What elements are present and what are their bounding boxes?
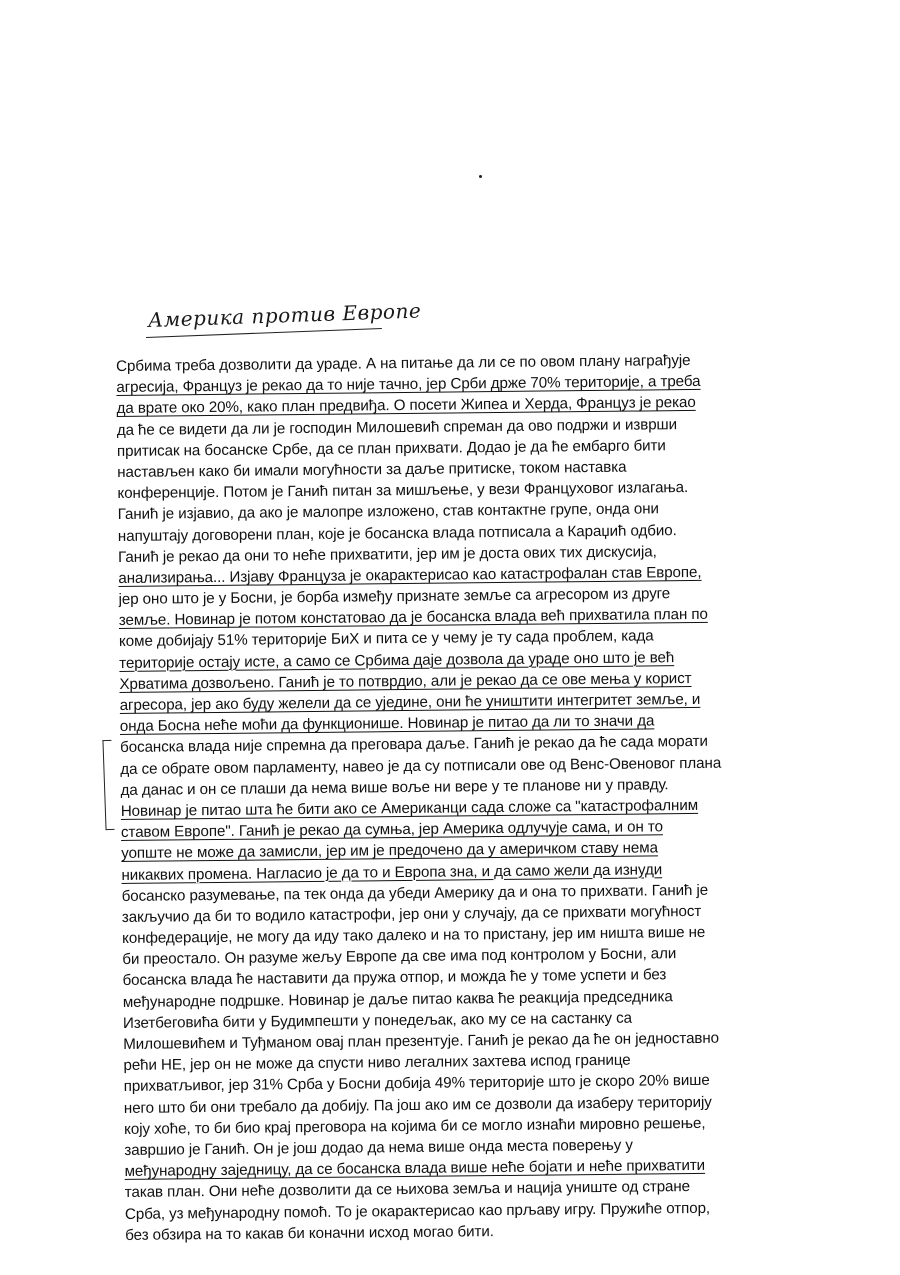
text-line-content: такав план. Они неће дозволити да се њихова земља и нација униште од стране xyxy=(124,1178,691,1202)
text-line-content: би преостало. Он разуме жељу Европе да све има под контролом у Босни, али xyxy=(122,945,677,969)
text-line-content: конференције. Потом је Ганић питан за мишљење, у вези Француховог излагања. xyxy=(117,479,689,503)
text-line-content: агресора, јер ако буду желели да се уједине, они ће уништити интегритет земље, и xyxy=(119,690,701,714)
text-line-content: агресија, Француз је рекао да то није тачно, јер Срби држе 70% територије, а треба xyxy=(116,373,701,397)
text-line-content: Срба, уз међународну помоћ. То је окарактерисао као прљаву игру. Пружиће отпор, xyxy=(124,1199,711,1223)
text-line-content: уопште не може да замисли, јер им је предочено да у америчком ставу нема xyxy=(121,839,659,863)
text-line-content: рећи НЕ, јер он не може да спусти ниво легалних захтева испод границе xyxy=(123,1051,631,1075)
text-line-content: без обзира на то какав би коначни исход могао бити. xyxy=(125,1222,494,1244)
text-line-content: да данас и он се плаши да нема више воље ни вере у те планове ни у правду. xyxy=(120,775,669,799)
text-line-content: да врате око 20%, како план предвиђа. О посети Жипеа и Херда, Француз је рекао xyxy=(116,394,696,418)
text-line-content: никаквих промена. Нагласио је да то и Европа зна, и да само жели да изнуди xyxy=(121,860,663,884)
text-line-content: да се обрате овом парламенту, навео је да су потписали ове од Венс-Овеновог плана xyxy=(120,754,722,778)
text-line-content: Ганић је изјавио, да ако је малопре изложено, став контактне групе, онда они xyxy=(117,500,659,524)
text-line-content: територије остају исте, а само се Србима даје дозвола да ураде оно што је већ xyxy=(119,648,675,672)
text-line-content: босанско разумевање, па тек онда да убеди Америку да и она то прихвати. Ганић је xyxy=(121,881,709,905)
document-body xyxy=(116,349,780,1246)
text-line-content: Новинар је питао шта ће бити ако се Американци сада сложе са "катастрофалним xyxy=(120,796,699,820)
text-line-content: Милошевићем и Туђманом овај план презентује. Ганић је рекао да ће он једноставно xyxy=(123,1029,720,1053)
text-line-content: Србима треба дозволити да ураде. А на питање да ли се по овом плану награђује xyxy=(116,351,691,375)
text-line-content: Изетбеговића бити у Будимпешти у понедељак, ако му се на састанку са xyxy=(122,1009,633,1032)
text-line-content: Ганић је рекао да они то неће прихватити, јер им је доста ових тих дискусија, xyxy=(118,543,657,566)
text-line-content: босанска влада није спремна да преговара даље. Ганић је рекао да ће сада морати xyxy=(120,733,708,757)
scan-speck xyxy=(479,175,482,178)
text-line-content: напуштају договорени план, које је босанска влада потписала а Караџић одбио. xyxy=(117,521,677,545)
text-line-content: коме добијају 51% територије БиХ и пита се у чему је ту сада проблем, када xyxy=(118,627,654,651)
margin-bracket xyxy=(102,740,114,830)
text-line-content: међународне подршке. Новинар је даље питао каква ће реакција председника xyxy=(122,987,673,1011)
text-line-content: босанска влада ће наставити да пружа отпор, и можда ће у томе успети и без xyxy=(122,966,667,990)
text-line-content: закључио да би то водило катастрофи, јер они у случају, да се прихвати могућност xyxy=(121,902,702,926)
text-line-content: завршио је Ганић. Он је још додао да нема више онда места поверењу у xyxy=(124,1136,633,1159)
text-line-content: коју хоће, то би био крај преговора на којима би се могло изнаћи мировно решење, xyxy=(124,1114,706,1138)
text-line-content: земље. Новинар је потом констатовао да је босанска влада већ прихватила план по xyxy=(118,606,708,630)
text-line-content: настављен како би имали могућности за даље притиске, током наставка xyxy=(117,458,627,481)
text-line-content: онда Босна неће моћи да функционише. Новинар је питао да ли то значи да xyxy=(119,712,655,736)
text-line-content: јер оно што је у Босни, је борба између признате земље са агресором из друге xyxy=(118,585,671,609)
text-line-content: Хрватима дозвољено. Ганић је то потврдио, али је рекао да се ове мења у корист xyxy=(119,669,692,693)
text-line-content: међународну заједницу, да се босанска влада више неће бојати и неће прихватити xyxy=(124,1157,706,1181)
text-line-content: ставом Европе". Ганић је рекао да сумња, јер Америка одлучује сама, и он то xyxy=(120,818,663,842)
text-line-content: анализирања... Изјаву Француза је окарактерисао као катастрофалан став Европе, xyxy=(118,563,702,587)
text-line-content: конфедерације, не могу да иду тако далеко и на то пристану, јер им ништа више не xyxy=(122,923,706,948)
text-line-content: него што би они требало да добију. Па још ако им се дозволи да изаберу територију xyxy=(123,1093,712,1117)
text-line-content: да ће се видети да ли је господин Милошевић спреман да ово подржи и изврши xyxy=(116,415,678,439)
text-line-content: притисак на босанске Србе, да се план прихвати. Додао је да ће ембарго бити xyxy=(116,436,666,460)
handwritten-title: Америка против Европе xyxy=(147,298,422,332)
text-line-content: прихватљивог, јер 31% Срба у Босни добија 49% територије што је скоро 20% више xyxy=(123,1072,710,1096)
